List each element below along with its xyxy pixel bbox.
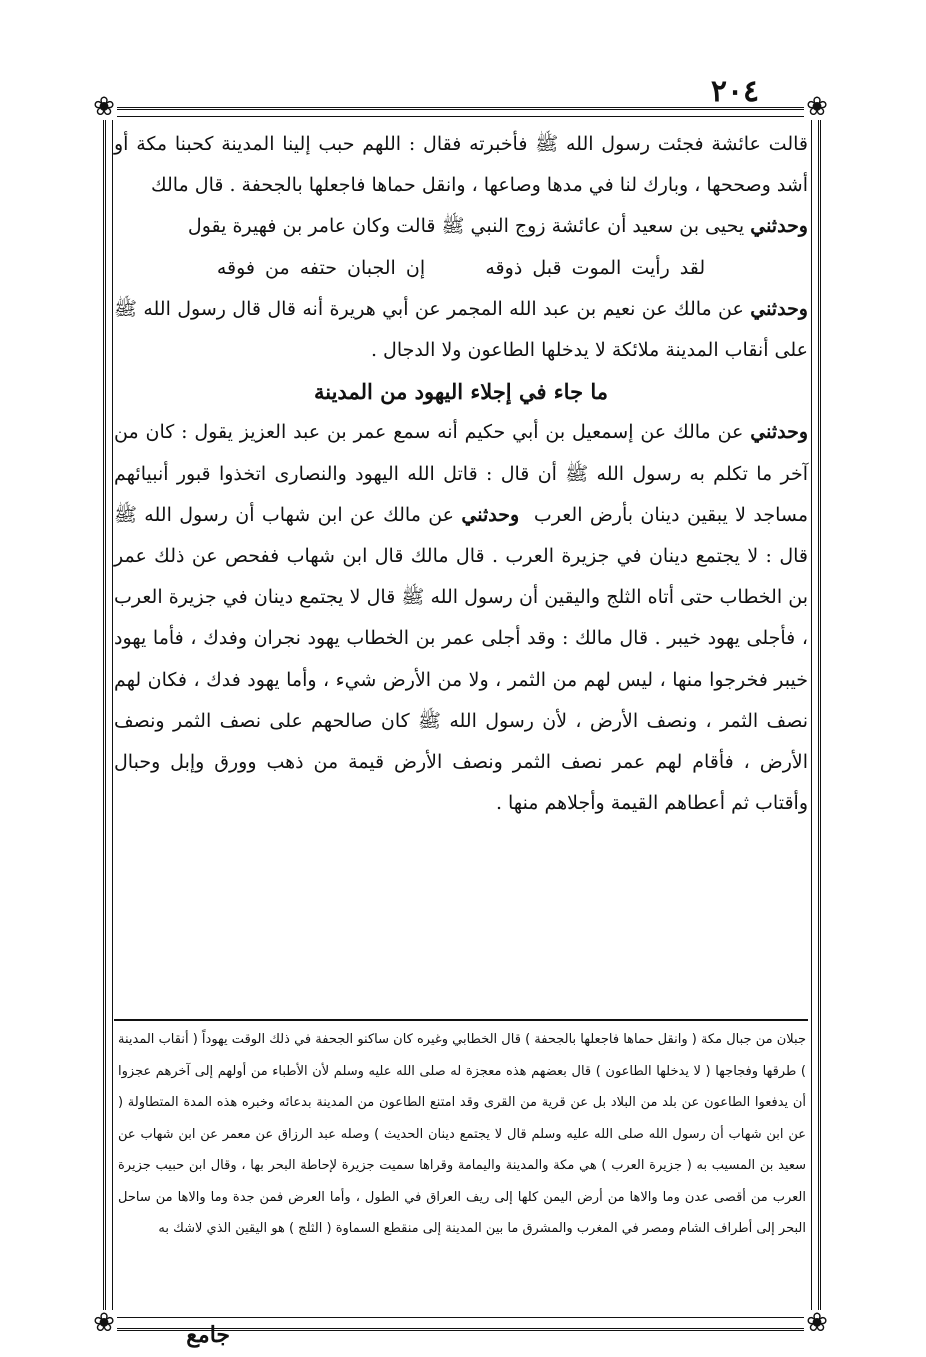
paragraph-text: عن مالك عن إسمعيل بن أبي حكيم أنه سمع عمر بن عبد العزيز يقول : كان من آخر ما تكلم به رسول الله ﷺ أن قال : قاتل الله اليهود والنصارى اتخذوا قبور أنبيائهم مساجد لا يبقين دينان بأرض العرب: [114, 421, 808, 526]
corner-ornament-icon: ❀: [804, 1310, 830, 1336]
verse-hemistich: لقد رأيت الموت قبل ذوقه: [485, 256, 706, 279]
page-number: ٢٠٤: [710, 74, 760, 109]
hadith-lead: وحدثني: [750, 215, 808, 238]
paragraph: قالت عائشة فجئت رسول الله ﷺ فأخبرته فقال : اللهم حبب إلينا المدينة كحبنا مكة أو أشد وصححها ، وبارك لنا في مدها وصاعها ، وانقل حماها فاجعلها بالجحفة . قال مالك: [114, 133, 808, 197]
verse-line: [114, 248, 808, 289]
section-heading: ما جاء في إجلاء اليهود من المدينة: [313, 379, 609, 405]
main-text: [114, 124, 808, 824]
corner-ornament-icon: ❀: [91, 1310, 117, 1336]
paragraph: [114, 412, 808, 824]
hadith-lead: وحدثني: [461, 503, 520, 526]
corner-ornament-icon: ❀: [804, 94, 830, 120]
paragraph-text: عن مالك عن ابن شهاب أن رسول الله ﷺ قال : لا يجتمع دينان في جزيرة العرب . قال مالك قال ابن شهاب ففحص عن ذلك عمر بن الخطاب حتى أتاه الثلج واليقين أن رسول الله ﷺ قال لا يجتمع دينان في جزيرة العرب ، فأجلى يهود خيبر . قال مالك : وقد أجلى عمر بن الخطاب يهود نجران وفدك ، فأما يهود خيبر فخرجوا منها ، ليس لهم من الثمر ، ولا من الأرض شيء ، وأما يهود فدك ، فكان لهم نصف الثمر ، ونصف الأرض ، لأن رسول الله ﷺ كان صالحهم على نصف الثمر ونصف الأرض ، فأقام لهم عمر نصف الثمر ونصف الأرض قيمة من ذهب وورق وإبل وحبال وأقتاب ثم أعطاهم القيمة وأجلاهم منها .: [114, 503, 808, 815]
paragraph: [114, 289, 808, 371]
hadith-lead: وحدثني: [750, 421, 809, 444]
footnote-text: جبلان من جبال مكة ( وانقل حماها فاجعلها بالجحفة ) قال الخطابي وغيره كان ساكنو الجحفة في ذلك الوقت يهوداً ( أنقاب المدينة ) طرقها وفجاجها ( لا يدخلها الطاعون ) قال بعضهم هذه معجزة له صلى الله عليه وسلم لأن الأطباء من أولهم إلى آخرهم عجزوا أن يدفعوا الطاعون عن بلد من البلاد بل عن قرية من القرى وقد امتنع الطاعون من المدينة بدعائه وخبره هذه المدة المتطاولة ( عن ابن شهاب أن رسول الله صلى الله عليه وسلم قال لا يجتمع دينان الحديث ) وصله عبد الرزاق عن معمر عن ابن شهاب عن سعيد بن المسيب به ( جزيرة العرب ) هي مكة والمدينة واليمامة وقراها سميت جزيرة لإحاطة البحر بها ، وقال ابن حبيب جزيرة العرب من أقصى عدن وما والاها من أرض اليمن كلها إلى ريف العراق في الطول ، وأما العرض فمن جدة وما والاها من ساحل البحر إلى أطراف الشام ومصر في المغرب والمشرق ما بين المدينة إلى منقطع السماوة ( الثلج ) هو اليقين الذي لاشك به: [118, 1032, 806, 1236]
paragraph-text: عن مالك عن نعيم بن عبد الله المجمر عن أبي هريرة أنه قال قال رسول الله ﷺ على أنقاب المدينة ملائكة لا يدخلها الطاعون ولا الدجال .: [114, 297, 808, 362]
hadith-lead: وحدثني: [750, 297, 808, 320]
paragraph: [114, 206, 808, 247]
footnote-divider: [114, 1019, 808, 1021]
corner-ornament-icon: ❀: [91, 94, 117, 120]
verse-hemistich: إن الجبان حتفه من فوقه: [216, 256, 426, 279]
paragraph-text: يحيى بن سعيد أن عائشة زوج النبي ﷺ قالت وكان عامر بن فهيرة يقول: [187, 215, 745, 238]
catchword: جامع: [186, 1322, 230, 1348]
footnotes: [118, 1024, 806, 1245]
